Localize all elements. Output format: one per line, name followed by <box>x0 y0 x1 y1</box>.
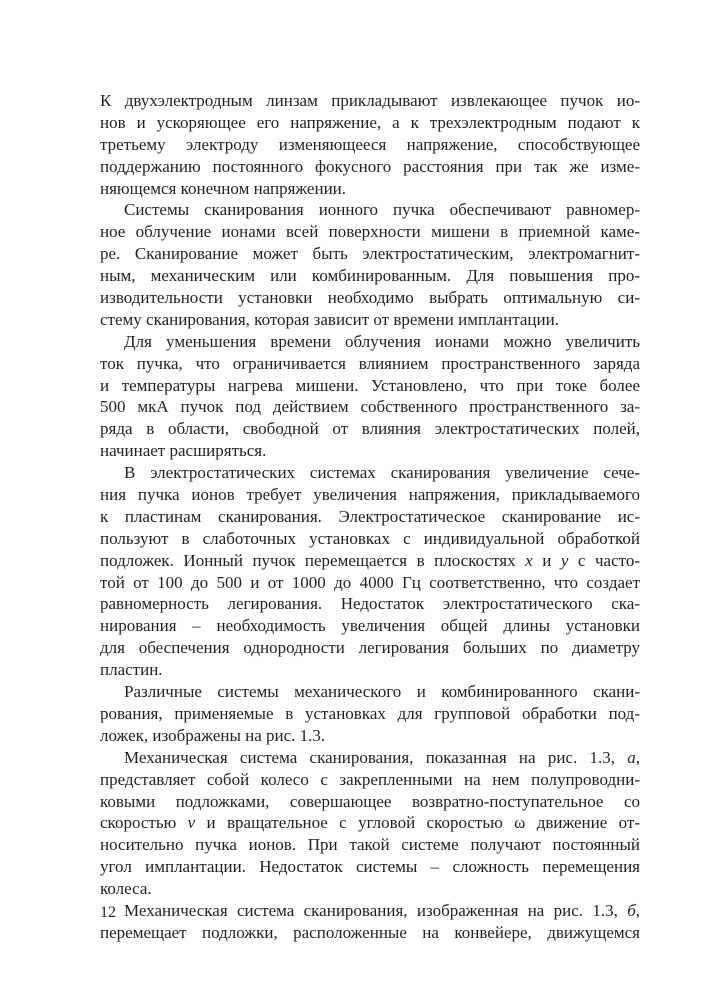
text-line: носительно пучка ионов. При такой системе получают постоянный <box>100 835 640 855</box>
text-line: к пластинам сканирования. Электростатическое сканирование ис- <box>100 506 640 526</box>
text-line: В электростатических системах сканирования увеличение сече- <box>124 463 640 483</box>
text-line: нов и ускоряющее его напряжение, а к трехэлектродным подают к <box>100 112 640 132</box>
text-line: третьему электроду изменяющееся напряжение, способствующее <box>100 134 640 154</box>
text-line: ным, механическим или комбинированным. Для повышения про- <box>100 266 640 286</box>
text-line: ряда в области, свободной от влияния электростатических полей, <box>100 419 640 439</box>
text-line: К двухэлектродным линзам прикладывают извлекающее пучок ио- <box>100 91 640 110</box>
paragraph <box>100 681 640 747</box>
text-line: ре. Сканирование может быть электростатическим, электромагнит- <box>100 244 640 264</box>
text-line: Системы сканирования ионного пучка обеспечивают равномер- <box>124 200 640 220</box>
text-line: начинает расширяться. <box>100 441 267 461</box>
text-line: ное облучение ионами всей поверхности мишени в приемной каме- <box>100 222 640 242</box>
text-line: скоростью v и вращательное с угловой скоростью ω движение от- <box>100 813 640 833</box>
text-line: Механическая система сканирования, изображенная на рис. 1.3, б, <box>124 900 640 920</box>
text-line: изводительности установки необходимо выбрать оптимальную си- <box>100 288 640 308</box>
text-line: перемещает подложки, расположенные на конвейере, движущемся <box>100 922 640 942</box>
text-line: пластин. <box>100 660 163 680</box>
text-line: поддержанию постоянного фокусного расстояния при так же изме- <box>100 156 640 176</box>
paragraph <box>100 462 640 681</box>
text-line: равномерность легирования. Недостаток электростатического ска- <box>100 594 640 614</box>
text-line: угол имплантации. Недостаток системы – сложность перемещения <box>100 857 640 877</box>
text-line: ложек, изображены на рис. 1.3. <box>100 725 326 745</box>
text-line: рования, применяемые в установках для групповой обработки под- <box>100 703 640 723</box>
text-line: той от 100 до 500 и от 1000 до 4000 Гц соответственно, что создает <box>100 572 640 592</box>
body-text <box>100 90 640 944</box>
text-line: Для уменьшения времени облучения ионами можно увеличить <box>124 331 640 351</box>
paragraph <box>100 90 640 199</box>
paragraph <box>100 747 640 900</box>
text-line: Различные системы механического и комбинированного скани- <box>124 682 640 702</box>
paragraph <box>100 199 640 330</box>
text-line: ковыми подложками, совершающее возвратно-поступательное со <box>100 791 640 811</box>
paragraph <box>100 331 640 462</box>
text-line: колеса. <box>100 879 152 899</box>
text-line: подложек. Ионный пучок перемещается в плоскостях x и y с часто- <box>100 550 641 570</box>
text-line: нирования – необходимость увеличения общей длины установки <box>100 616 640 636</box>
text-line: для обеспечения однородности легирования больших по диаметру <box>100 638 640 658</box>
text-line: и температуры нагрева мишени. Установлено, что при токе более <box>100 375 640 395</box>
text-line: стему сканирования, которая зависит от времени имплантации. <box>100 309 559 329</box>
page-number: 12 <box>100 904 116 921</box>
text-line: представляет собой колесо с закрепленными на нем полупроводни- <box>100 769 640 789</box>
paragraph <box>100 900 640 944</box>
text-line: ток пучка, что ограничивается влиянием пространственного заряда <box>100 353 640 373</box>
text-line: 500 мкА пучок под действием собственного пространственного за- <box>100 397 640 417</box>
text-line: няющемся конечном напряжении. <box>100 178 347 198</box>
text-line: ния пучка ионов требует увеличения напряжения, прикладываемого <box>100 485 640 505</box>
text-line: пользуют в слаботочных установках с индивидуальной обработкой <box>100 528 640 548</box>
text-line: Механическая система сканирования, показанная на рис. 1.3, а, <box>124 747 640 767</box>
